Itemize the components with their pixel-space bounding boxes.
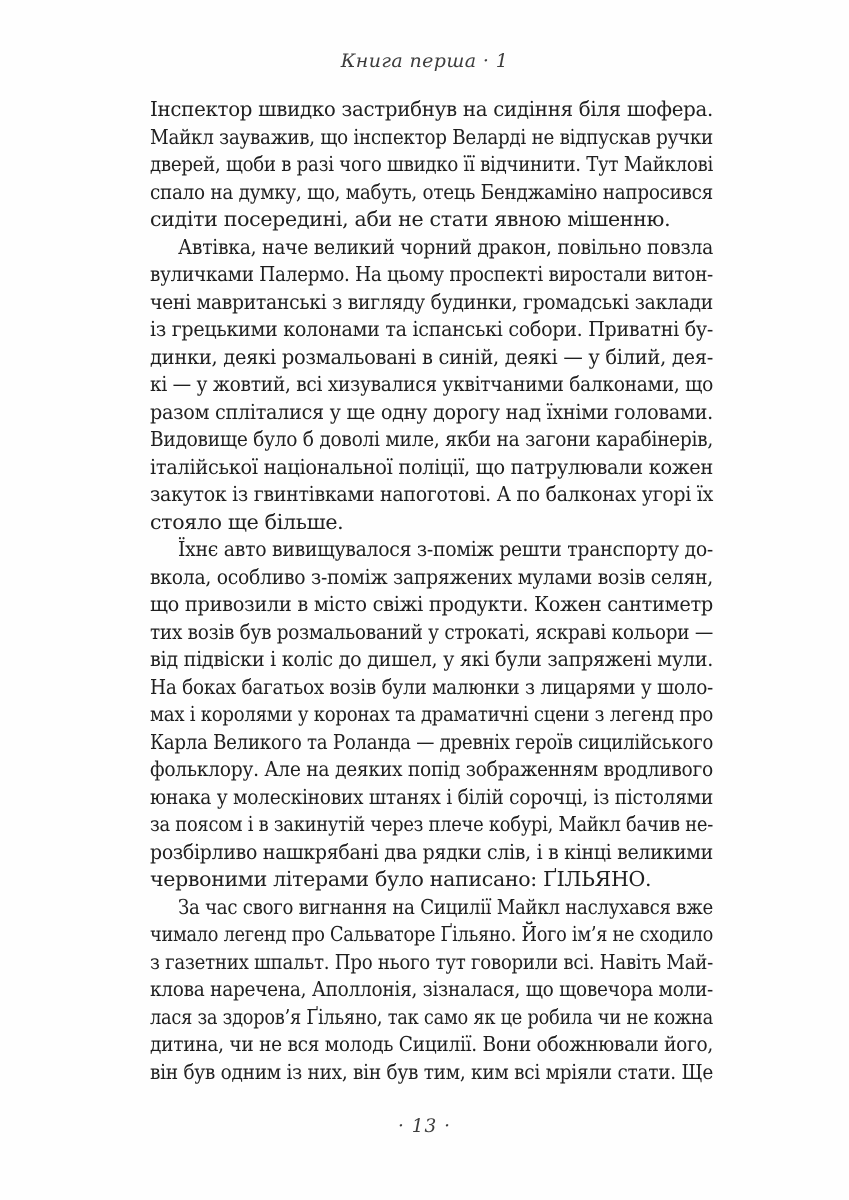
text-line: дитина, чи не вся молодь Сицилії. Вони обожнювали його, — [150, 1032, 713, 1056]
text-line: італійської національної поліції, що патрулювали кожен — [150, 454, 713, 479]
paragraph — [150, 234, 713, 537]
text-line: сидіти посередині, аби не стати явною мішенню. — [150, 207, 671, 231]
text-line: Інспектор швидко застрибнув на сидіння біля шофера. — [150, 97, 713, 121]
text-line: дверей, щоби в разі чого швидко її відчинити. Тут Майклові — [150, 152, 713, 176]
text-line: закуток із гвинтівками напоготові. А по балконах угорі їх — [150, 482, 713, 506]
text-line: лася за здоров’я Ґільяно, так само як це робила чи не кожна — [150, 1004, 713, 1029]
text-line: чені мавританські з вигляду будинки, громадські заклади — [150, 289, 713, 314]
text-line: Майкл зауважив, що інспектор Веларді не відпускав ручки — [150, 124, 713, 149]
text-line: Автівка, наче великий чорний дракон, повільно повзла — [178, 234, 713, 259]
running-header: Книга перша · 1 — [340, 50, 509, 72]
text-line: чимало легенд про Сальваторе Ґільяно. Його ім’я не сходило — [150, 922, 713, 946]
text-line: мах і королями у коронах та драматичні сцени з легенд про — [150, 702, 713, 726]
text-line: Їхнє авто вивищувалося з-поміж решти транспорту до- — [178, 537, 713, 561]
text-line: за поясом і в закинутій через плече кобурі, Майкл бачив не- — [150, 812, 713, 836]
text-line: фольклору. Але на деяких попід зображенням вродливого — [150, 757, 713, 781]
text-line: із грецькими колонами та іспанські собори. Приватні бу- — [150, 317, 713, 341]
text-line: Видовище було б доволі миле, якби на загони карабінерів, — [150, 427, 713, 451]
page-number: · 13 · — [397, 1116, 452, 1137]
text-line: Карла Великого та Роланда — древніх героїв сицилійського — [150, 729, 713, 754]
paragraph — [150, 96, 713, 234]
text-line: разом спліталися у ще одну дорогу над їхніми головами. — [150, 399, 713, 424]
text-line: кі — у жовтий, всі хизувалися уквітчаними балконами, що — [150, 372, 713, 396]
text-line: вуличками Палермо. На цьому проспекті виростали витон- — [150, 262, 713, 286]
text-line: з газетних шпальт. Про нього тут говорили всі. Навіть Май- — [150, 949, 713, 974]
paragraph — [150, 894, 713, 1087]
text-line: тих возів був розмальований у строкаті, яскраві кольори — — [150, 619, 713, 644]
text-line: За час свого вигнання на Сицилії Майкл наслухався вже — [178, 894, 713, 919]
text-line: він був одним із них, він був тим, ким всі мріяли стати. Ще — [150, 1059, 713, 1084]
text-line: динки, деякі розмальовані в синій, деякі — у білий, дея- — [150, 344, 713, 369]
text-line: вкола, особливо з-поміж запряжених мулами возів селян, — [150, 564, 713, 589]
text-line: розбірливо нашкрябані два рядки слів, і в кінці великими — [150, 839, 713, 864]
paragraph — [150, 536, 713, 894]
text-line: На боках багатьох возів були малюнки з лицарями у шоло- — [150, 674, 713, 699]
text-line: стояло ще більше. — [150, 509, 344, 534]
text-line: юнака у молескінових штанях і білій сорочці, із пістолями — [150, 784, 713, 809]
text-line: спало на думку, що, мабуть, отець Бенджаміно напросився — [150, 179, 713, 204]
text-line: що привозили в місто свіжі продукти. Кожен сантиметр — [150, 592, 713, 616]
text-line: червоними літерами було написано: ҐІЛЬЯНО. — [150, 867, 652, 891]
text-line: від підвіски і коліс до дишел, у які були запряжені мули. — [150, 647, 713, 671]
text-line: клова наречена, Аполлонія, зізналася, що щовечора моли- — [150, 977, 713, 1001]
text-block — [150, 96, 713, 1086]
